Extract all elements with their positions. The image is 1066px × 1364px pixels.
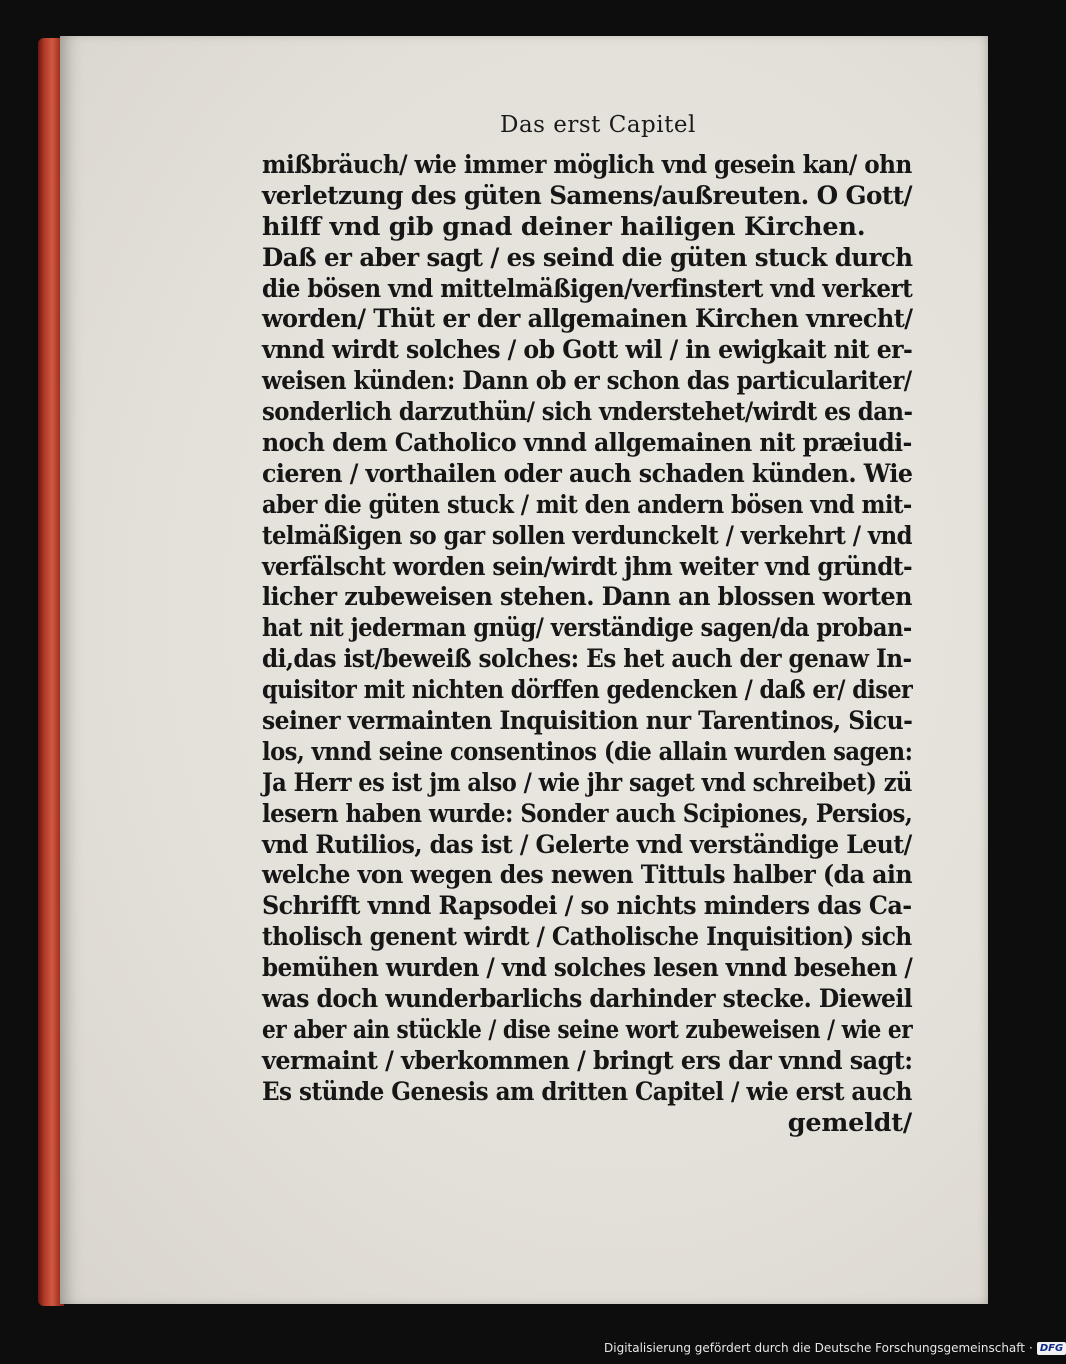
digitization-credit [604, 1341, 1066, 1355]
text-line: aber die güten stuck / mit den andern bösen vnd mit- [262, 489, 912, 520]
text-line: Es stünde Genesis am dritten Capitel / wie erst auch [262, 1076, 912, 1107]
text-line: Schrifft vnnd Rapsodei / so nichts minders das Ca- [262, 891, 912, 922]
catchword: gemeldt/ [787, 1107, 912, 1138]
text-line: Daß er aber sagt / es seind die güten stuck durch [262, 242, 913, 273]
dfg-logo-icon: DFG [1037, 1342, 1066, 1355]
text-line: vermaint / vberkommen / bringt ers dar vnnd sagt: [262, 1045, 913, 1076]
text-line: worden/ Thüt er der allgemainen Kirchen vnrecht/ [262, 304, 913, 335]
text-line: verletzung des güten Samens/außreuten. O Gott/ [262, 180, 912, 211]
footer-separator: · [1029, 1341, 1033, 1355]
text-line: weisen künden: Dann ob er schon das particulariter/ [262, 366, 912, 397]
text-line: mißbräuch/ wie immer möglich vnd gesein kan/ ohn [262, 150, 912, 180]
text-line: quisitor mit nichten dörffen gedencken / daß er/ diser [262, 675, 913, 706]
text-line: vnd Rutilios, das ist / Gelerte vnd verständige Leut/ [262, 829, 912, 860]
text-line: Ja Herr es ist jm also / wie jhr saget vnd schreibet) zü [262, 767, 912, 798]
page-text-block [262, 150, 912, 1139]
text-line: di,das ist/beweiß solches: Es het auch der genaw In- [262, 644, 912, 675]
text-line: er aber ain stückle / dise seine wort zubeweisen / wie er [262, 1014, 913, 1045]
text-line: tholisch genent wirdt / Catholische Inquisition) sich [262, 922, 912, 953]
text-line: lesern haben wurde: Sonder auch Scipiones, Persios, [262, 798, 913, 829]
text-line: telmäßigen so gar sollen verdunckelt / verkehrt / vnd [262, 520, 912, 551]
text-line: los, vnnd seine consentinos (die allain wurden sagen: [262, 736, 913, 767]
text-line: die bösen vnd mittelmäßigen/verfinstert vnd verkert [262, 273, 913, 304]
text-line: hat nit jederman gnüg/ verständige sagen/da proban- [262, 613, 912, 644]
text-line: seiner vermainten Inquisition nur Tarentinos, Sicu- [262, 706, 913, 737]
text-line: cieren / vorthailen oder auch schaden künden. Wie [262, 458, 913, 489]
text-line: welche von wegen des newen Tittuls halber (da ain [262, 860, 913, 891]
text-line: verfälscht worden sein/wirdt jhm weiter vnd gründt- [262, 551, 913, 582]
text-line: was doch wunderbarlichs darhinder stecke. Dieweil [262, 984, 913, 1015]
digitization-credit-text: Digitalisierung gefördert durch die Deutsche Forschungsgemeinschaft [604, 1341, 1026, 1355]
text-line: sonderlich darzuthün/ sich vnderstehet/wirdt es dan- [262, 397, 913, 428]
text-line: bemühen wurden / vnd solches lesen vnnd besehen / [262, 953, 913, 984]
text-line: hilff vnd gib gnad deiner hailigen Kirchen. [262, 211, 866, 242]
running-head: Das erst Capitel [500, 112, 696, 138]
text-line: noch dem Catholico vnnd allgemainen nit præiudi- [262, 428, 912, 459]
text-line: licher zubeweisen stehen. Dann an blossen worten [262, 582, 912, 613]
text-line: vnnd wirdt solches / ob Gott wil / in ewigkait nit er- [262, 335, 913, 366]
